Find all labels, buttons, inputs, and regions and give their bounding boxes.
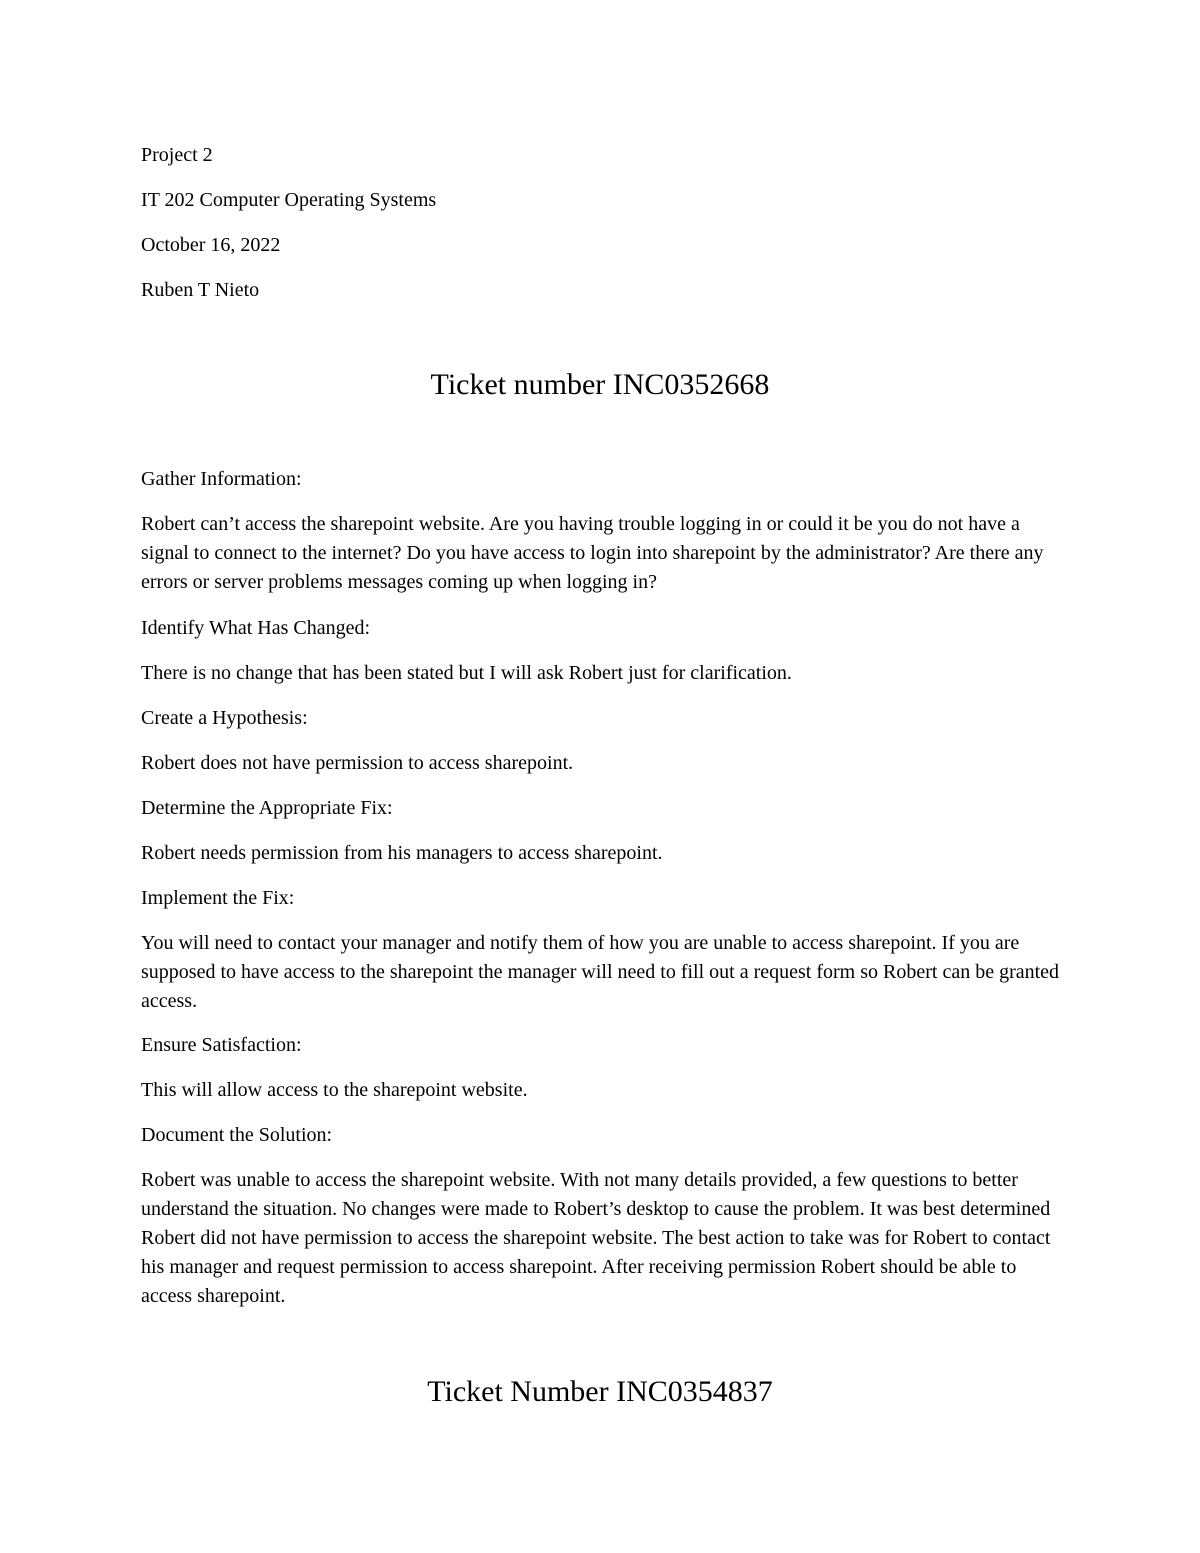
- document-text: Robert was unable to access the sharepoint website. With not many details provided, a few questions to better understand the situation. No changes were made to Robert’s desktop to cause the problem. It was best determined Robert did not have permission to access the sharepoint website. The best action to take was for Robert to contact his manager and request permission to access sharepoint. After receiving permission Robert should be able to access sharepoint.: [141, 1169, 1051, 1307]
- gather-heading: Gather Information:: [141, 468, 302, 490]
- gather-text: Robert can’t access the sharepoint website. Are you having trouble logging in or could it be you do not have a signal to connect to the internet? Do you have access to login into sharepoint by the administrator? Are there any errors or server problems messages coming up when logging in?: [141, 513, 1044, 593]
- document-heading: Document the Solution:: [141, 1124, 333, 1146]
- ticket2-title: Ticket Number INC0354837: [427, 1375, 773, 1408]
- course-name: IT 202 Computer Operating Systems: [141, 189, 437, 211]
- implement-text: You will need to contact your manager and notify them of how you are unable to access sharepoint. If you are supposed to have access to the sharepoint the manager will need to fill out a request form so Robert can be granted access.: [141, 932, 1060, 1012]
- hypothesis-heading: Create a Hypothesis:: [141, 707, 308, 729]
- fix-heading: Determine the Appropriate Fix:: [141, 797, 393, 819]
- ticket1-title: Ticket number INC0352668: [430, 368, 770, 401]
- changed-text: There is no change that has been stated but I will ask Robert just for clarification.: [141, 662, 792, 684]
- satisfaction-heading: Ensure Satisfaction:: [141, 1034, 302, 1056]
- project-label: Project 2: [141, 144, 213, 166]
- hypothesis-text: Robert does not have permission to access sharepoint.: [141, 752, 574, 774]
- changed-heading: Identify What Has Changed:: [141, 617, 371, 639]
- author-name: Ruben T Nieto: [141, 279, 260, 301]
- fix-text: Robert needs permission from his managers to access sharepoint.: [141, 842, 663, 864]
- document-date: October 16, 2022: [141, 234, 281, 256]
- implement-heading: Implement the Fix:: [141, 887, 295, 909]
- satisfaction-text: This will allow access to the sharepoint website.: [141, 1079, 528, 1101]
